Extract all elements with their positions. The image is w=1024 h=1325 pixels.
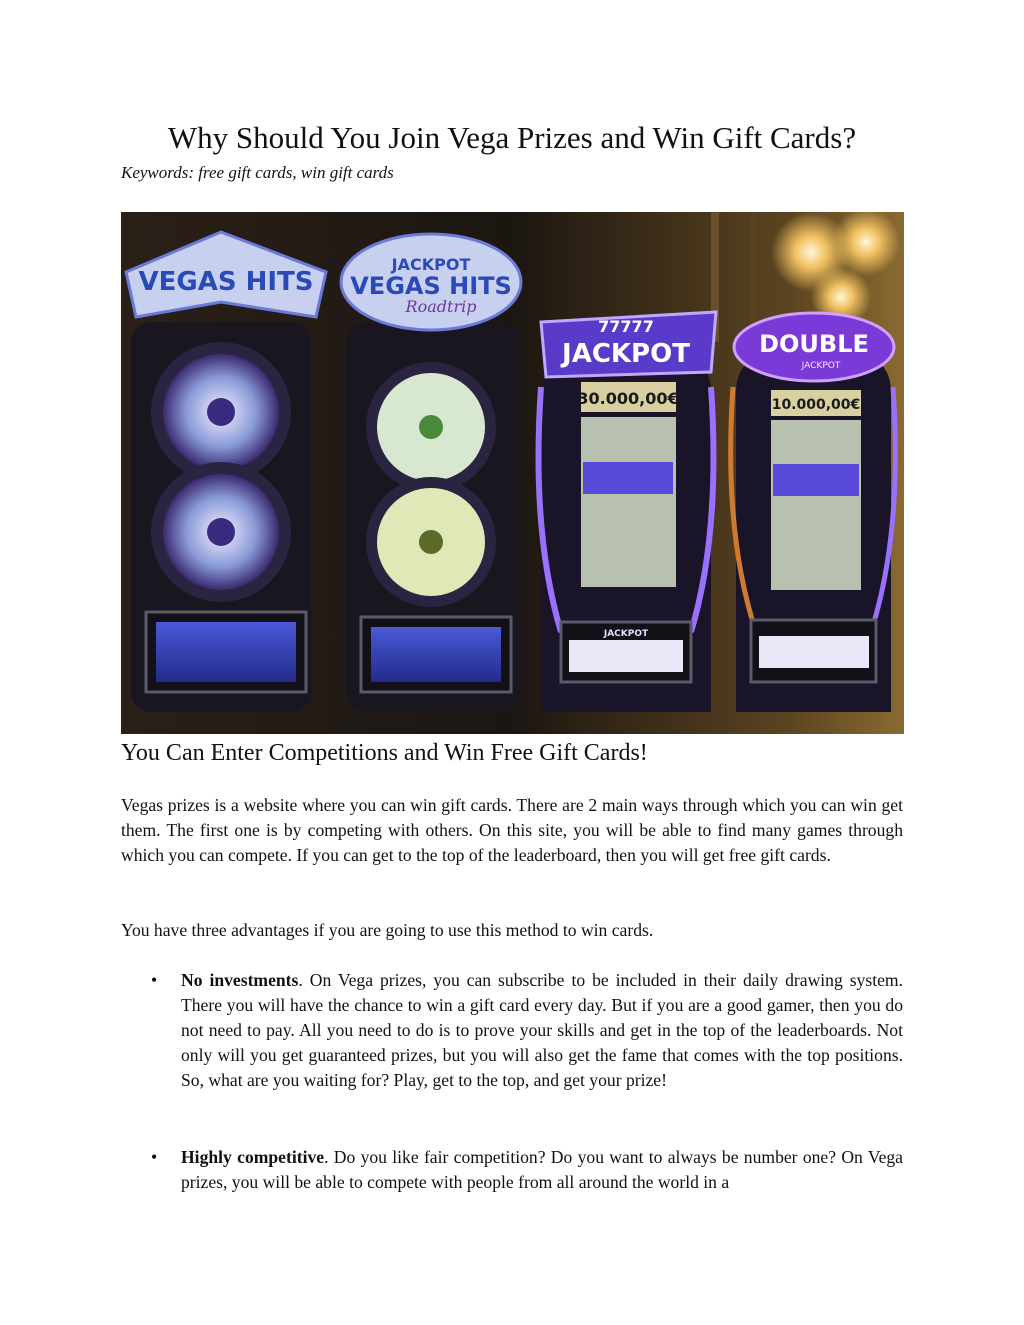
list-item-text: . Do you like fair competition? Do you want to always be number one? On Vega prizes, you will be able to compete with people from all around the world in a [181, 1147, 903, 1192]
paragraph-intro: Vegas prizes is a website where you can win gift cards. There are 2 main ways through which you can win get them. The first one is by competing with others. On this site, you will be able to find many games through which you can compete. If you can get to the top of the leaderboard, then you will get free gift cards. [121, 795, 903, 865]
machine2-sign-top: JACKPOT [391, 255, 471, 274]
machine3-sign-top: 77777 [598, 317, 654, 336]
machine2-sign-sub: Roadtrip [405, 297, 477, 316]
bullet-icon: • [151, 970, 158, 990]
machine3-sign: JACKPOT [562, 339, 690, 369]
list-item-title: Highly competitive [181, 1147, 325, 1167]
slot-machine-double-jackpot [731, 313, 896, 712]
bullet-icon: • [151, 1147, 158, 1167]
slot-machine-vegas-hits-roadtrip [341, 234, 521, 712]
machine4-display: 10.000,00€ [771, 397, 861, 413]
machine4-sign-sub: JACKPOT [801, 361, 841, 371]
list-item [151, 1145, 903, 1195]
slot-machine-vegas-hits [126, 232, 326, 712]
list-item-text: . On Vega prizes, you can subscribe to be included in their daily drawing system. There you will have the chance to win a gift card every day. But if you are a good gamer, then you do not need to pay. All you need to do is to prove your skills and get in the top of the leaderboards. Not only will you get guaranteed prizes, but you will also get the fame that comes with the top positions. So, what are you waiting for? Play, get to the top, and get your prize! [181, 970, 903, 1090]
slot-machine-jackpot [539, 312, 717, 712]
keywords-line: Keywords: free gift cards, win gift cards [121, 163, 394, 182]
list-item-title: No investments [181, 970, 299, 990]
machine3-panel: JACKPOT [603, 629, 649, 639]
document-title: Why Should You Join Vega Prizes and Win Gift Cards? [167, 120, 857, 155]
machine4-sign: DOUBLE [759, 330, 869, 358]
machine2-sign: VEGAS HITS [350, 272, 512, 300]
section-heading: You Can Enter Competitions and Win Free Gift Cards! [121, 740, 648, 766]
list-item [151, 968, 903, 1093]
slot-machines-photo [121, 212, 904, 734]
machine1-sign: VEGAS HITS [138, 267, 314, 297]
paragraph-advantages: You have three advantages if you are going to use this method to win cards. [121, 920, 654, 940]
machine3-display: 30.000,00€ [577, 389, 679, 408]
